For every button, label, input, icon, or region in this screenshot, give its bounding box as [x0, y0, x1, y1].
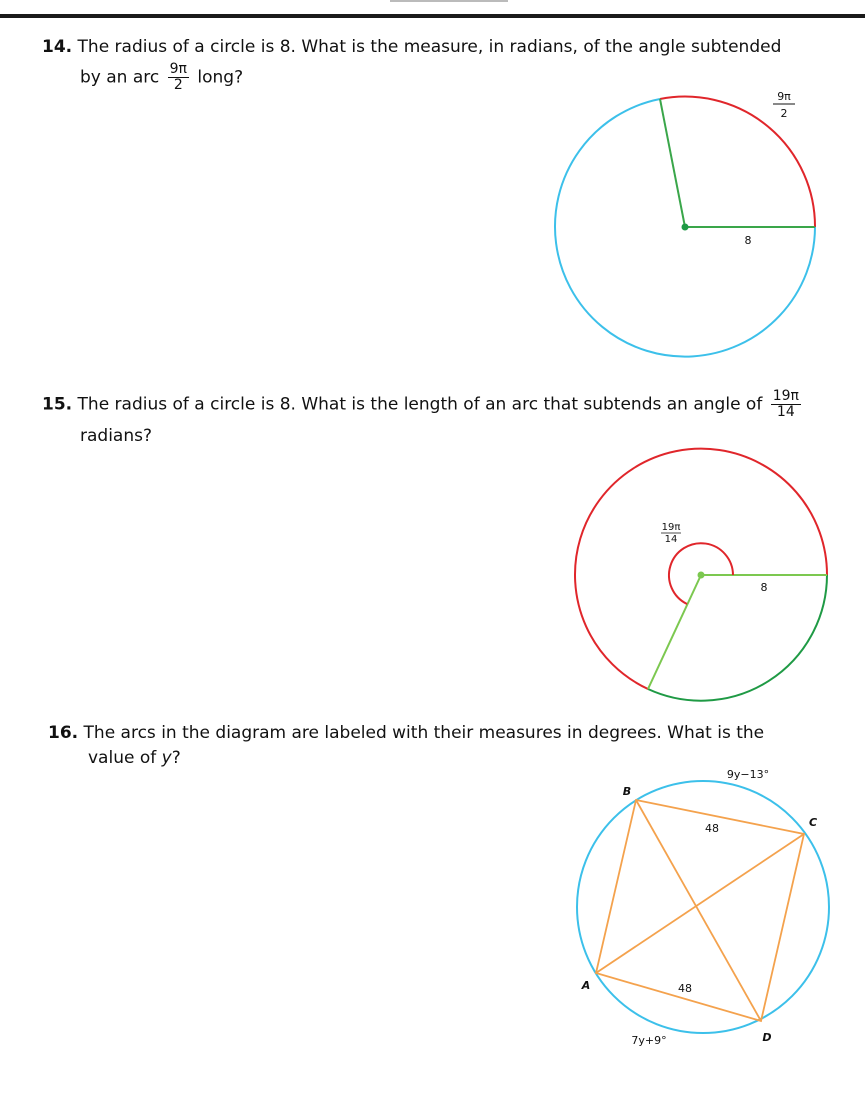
variable: y	[161, 748, 172, 768]
angle-label-numerator: 19π	[661, 522, 681, 533]
question-text: by an arc	[80, 67, 160, 88]
diagram-15	[575, 449, 827, 701]
circle-major-arc	[575, 449, 827, 689]
question-text: radians?	[80, 426, 152, 446]
point-d-label: D	[762, 1031, 772, 1044]
radius-label: 8	[744, 234, 752, 247]
fraction-denominator: 2	[173, 77, 183, 93]
fraction-denominator: 14	[776, 404, 795, 420]
circle	[577, 781, 829, 1033]
question-number: 14.	[42, 37, 73, 57]
circle-arc-red	[660, 97, 815, 227]
arc-label-denominator: 2	[780, 107, 788, 120]
question-text: ?	[171, 748, 181, 768]
question-text: long?	[197, 67, 244, 88]
question-text: The arcs in the diagram are labeled with their measures in degrees. What is the	[83, 723, 765, 743]
point-b-label: B	[622, 785, 632, 798]
question-text: value of	[88, 748, 157, 768]
fraction-numerator: 9π	[169, 61, 187, 77]
arc-ad-label: 7y+9°	[631, 1034, 667, 1047]
question-text: The radius of a circle is 8. What is the measure, in radians, of the angle subtended	[77, 37, 782, 57]
question-number: 15.	[42, 394, 73, 415]
radius-label: 8	[760, 581, 768, 594]
question-text: The radius of a circle is 8. What is the length of an arc that subtends an angle of	[77, 394, 763, 415]
diagonal-ac	[596, 834, 804, 973]
question-number: 16.	[48, 723, 79, 743]
angle-label-denominator: 14	[664, 534, 678, 545]
fraction-numerator: 19π	[772, 388, 799, 404]
point-a-label: A	[581, 979, 591, 992]
diagonal-bd	[636, 800, 761, 1021]
arc-label-48: 48	[678, 982, 692, 995]
inscribed-quadrilateral	[596, 800, 804, 1021]
center-point	[682, 224, 689, 231]
arc-bc-label: 9y−13°	[726, 768, 770, 781]
diagram-14	[555, 90, 815, 357]
arc-label-48: 48	[705, 822, 719, 835]
center-point	[698, 572, 705, 579]
arc-label-numerator: 9π	[777, 90, 791, 103]
radius-line	[660, 99, 685, 227]
point-c-label: C	[808, 816, 818, 829]
diagram-16	[577, 768, 829, 1047]
